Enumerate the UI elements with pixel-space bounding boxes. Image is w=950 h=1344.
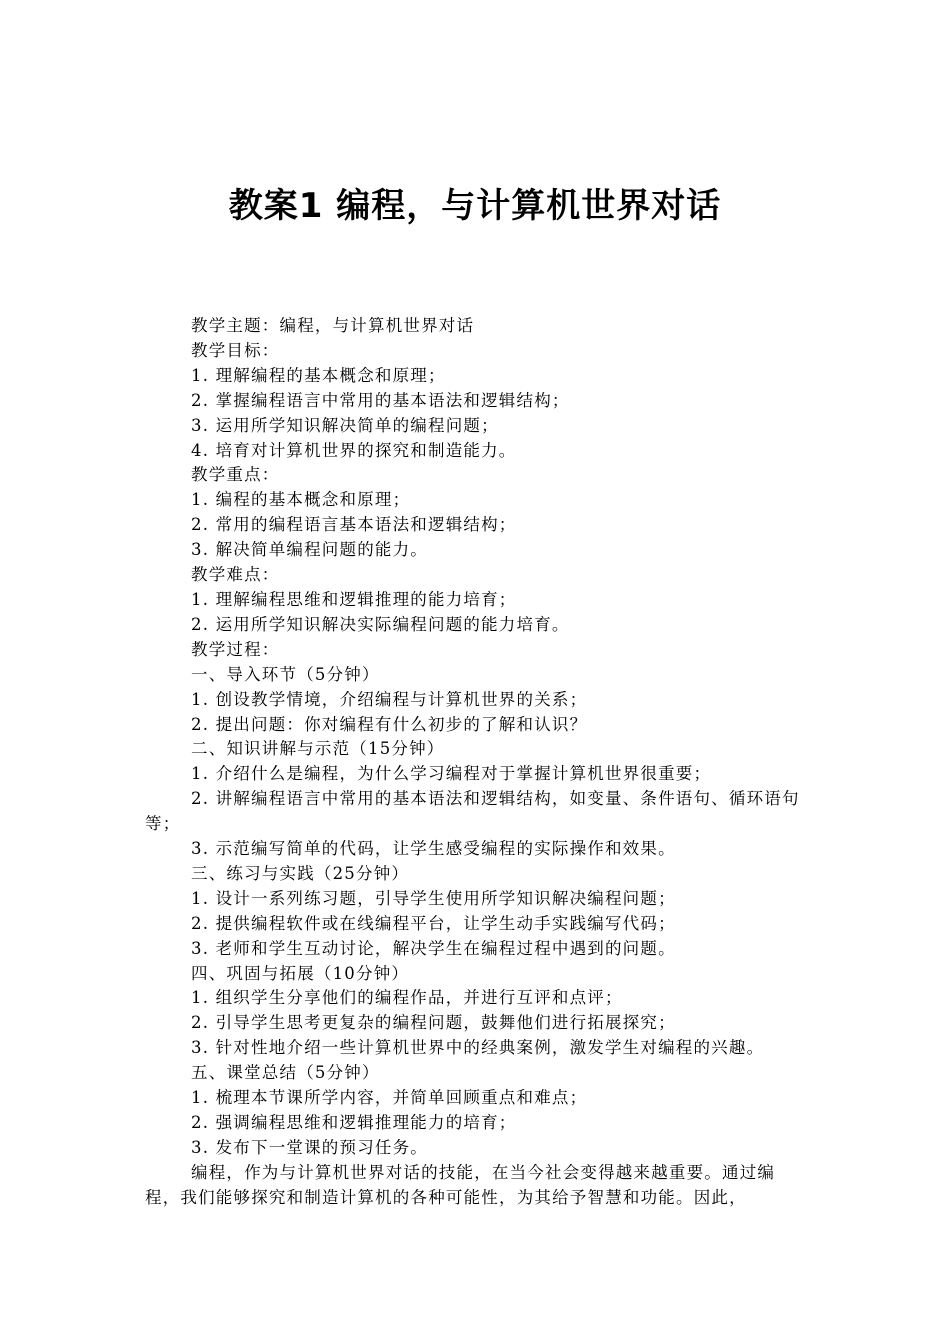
paragraph: 教学难点： <box>191 565 280 585</box>
paragraph: 二、知识讲解与示范（15分钟） <box>191 739 445 759</box>
paragraph: 1. 介绍什么是编程，为什么学习编程对于掌握计算机世界很重要； <box>191 764 712 784</box>
paragraph: 编程，作为与计算机世界对话的技能，在当今社会变得越来越重要。通过编程，我们能够探究和制造计算机的各种可能性，为其给予智慧和功能。因此， <box>145 1162 776 1207</box>
paragraph: 2. 提出问题：你对编程有什么初步的了解和认识？ <box>191 714 588 734</box>
paragraph: 2. 提供编程软件或在线编程平台，让学生动手实践编写代码； <box>191 913 676 933</box>
document-body <box>145 314 805 1211</box>
paragraph: 1. 组织学生分享他们的编程作品，并进行互评和点评； <box>191 988 623 1008</box>
document-title: 教案1 编程，与计算机世界对话 <box>228 186 722 226</box>
paragraph: 三、练习与实践（25分钟） <box>191 863 410 883</box>
paragraph: 1. 梳理本节课所学内容，并简单回顾重点和难点； <box>191 1088 588 1108</box>
paragraph: 1. 理解编程思维和逻辑推理的能力培育； <box>191 589 517 609</box>
paragraph: 3. 运用所学知识解决简单的编程问题； <box>191 415 499 435</box>
paragraph: 1. 创设教学情境，介绍编程与计算机世界的关系； <box>191 689 588 709</box>
paragraph: 3. 示范编写简单的代码，让学生感受编程的实际操作和效果。 <box>191 839 676 859</box>
paragraph: 1. 理解编程的基本概念和原理； <box>191 365 446 385</box>
paragraph: 2. 常用的编程语言基本语法和逻辑结构； <box>191 515 517 535</box>
paragraph: 教学主题：编程，与计算机世界对话 <box>191 316 475 335</box>
paragraph: 3. 针对性地介绍一些计算机世界中的经典案例，激发学生对编程的兴趣。 <box>191 1038 765 1058</box>
paragraph: 教学目标： <box>191 340 280 360</box>
paragraph: 四、巩固与拓展（10分钟） <box>191 963 410 983</box>
paragraph: 1. 编程的基本概念和原理； <box>191 490 411 510</box>
paragraph: 教学重点： <box>191 465 280 485</box>
paragraph: 五、课堂总结（5分钟） <box>191 1063 380 1083</box>
paragraph: 3. 老师和学生互动讨论，解决学生在编程过程中遇到的问题。 <box>191 938 676 958</box>
paragraph: 2. 强调编程思维和逻辑推理能力的培育； <box>191 1113 517 1132</box>
paragraph: 4. 培育对计算机世界的探究和制造能力。 <box>191 440 517 460</box>
paragraph: 2. 讲解编程语言中常用的基本语法和逻辑结构，如变量、条件语句、循环语句等； <box>145 789 800 834</box>
paragraph: 教学过程： <box>191 639 280 659</box>
paragraph: 一、导入环节（5分钟） <box>191 664 380 684</box>
paragraph: 3. 解决简单编程问题的能力。 <box>191 540 428 560</box>
paragraph: 2. 运用所学知识解决实际编程问题的能力培育。 <box>191 614 570 634</box>
paragraph: 3. 发布下一堂课的预习任务。 <box>191 1137 428 1157</box>
paragraph: 1. 设计一系列练习题，引导学生使用所学知识解决编程问题； <box>191 888 676 908</box>
paragraph: 2. 引导学生思考更复杂的编程问题，鼓舞他们进行拓展探究； <box>191 1013 676 1033</box>
paragraph: 2. 掌握编程语言中常用的基本语法和逻辑结构； <box>191 390 570 410</box>
